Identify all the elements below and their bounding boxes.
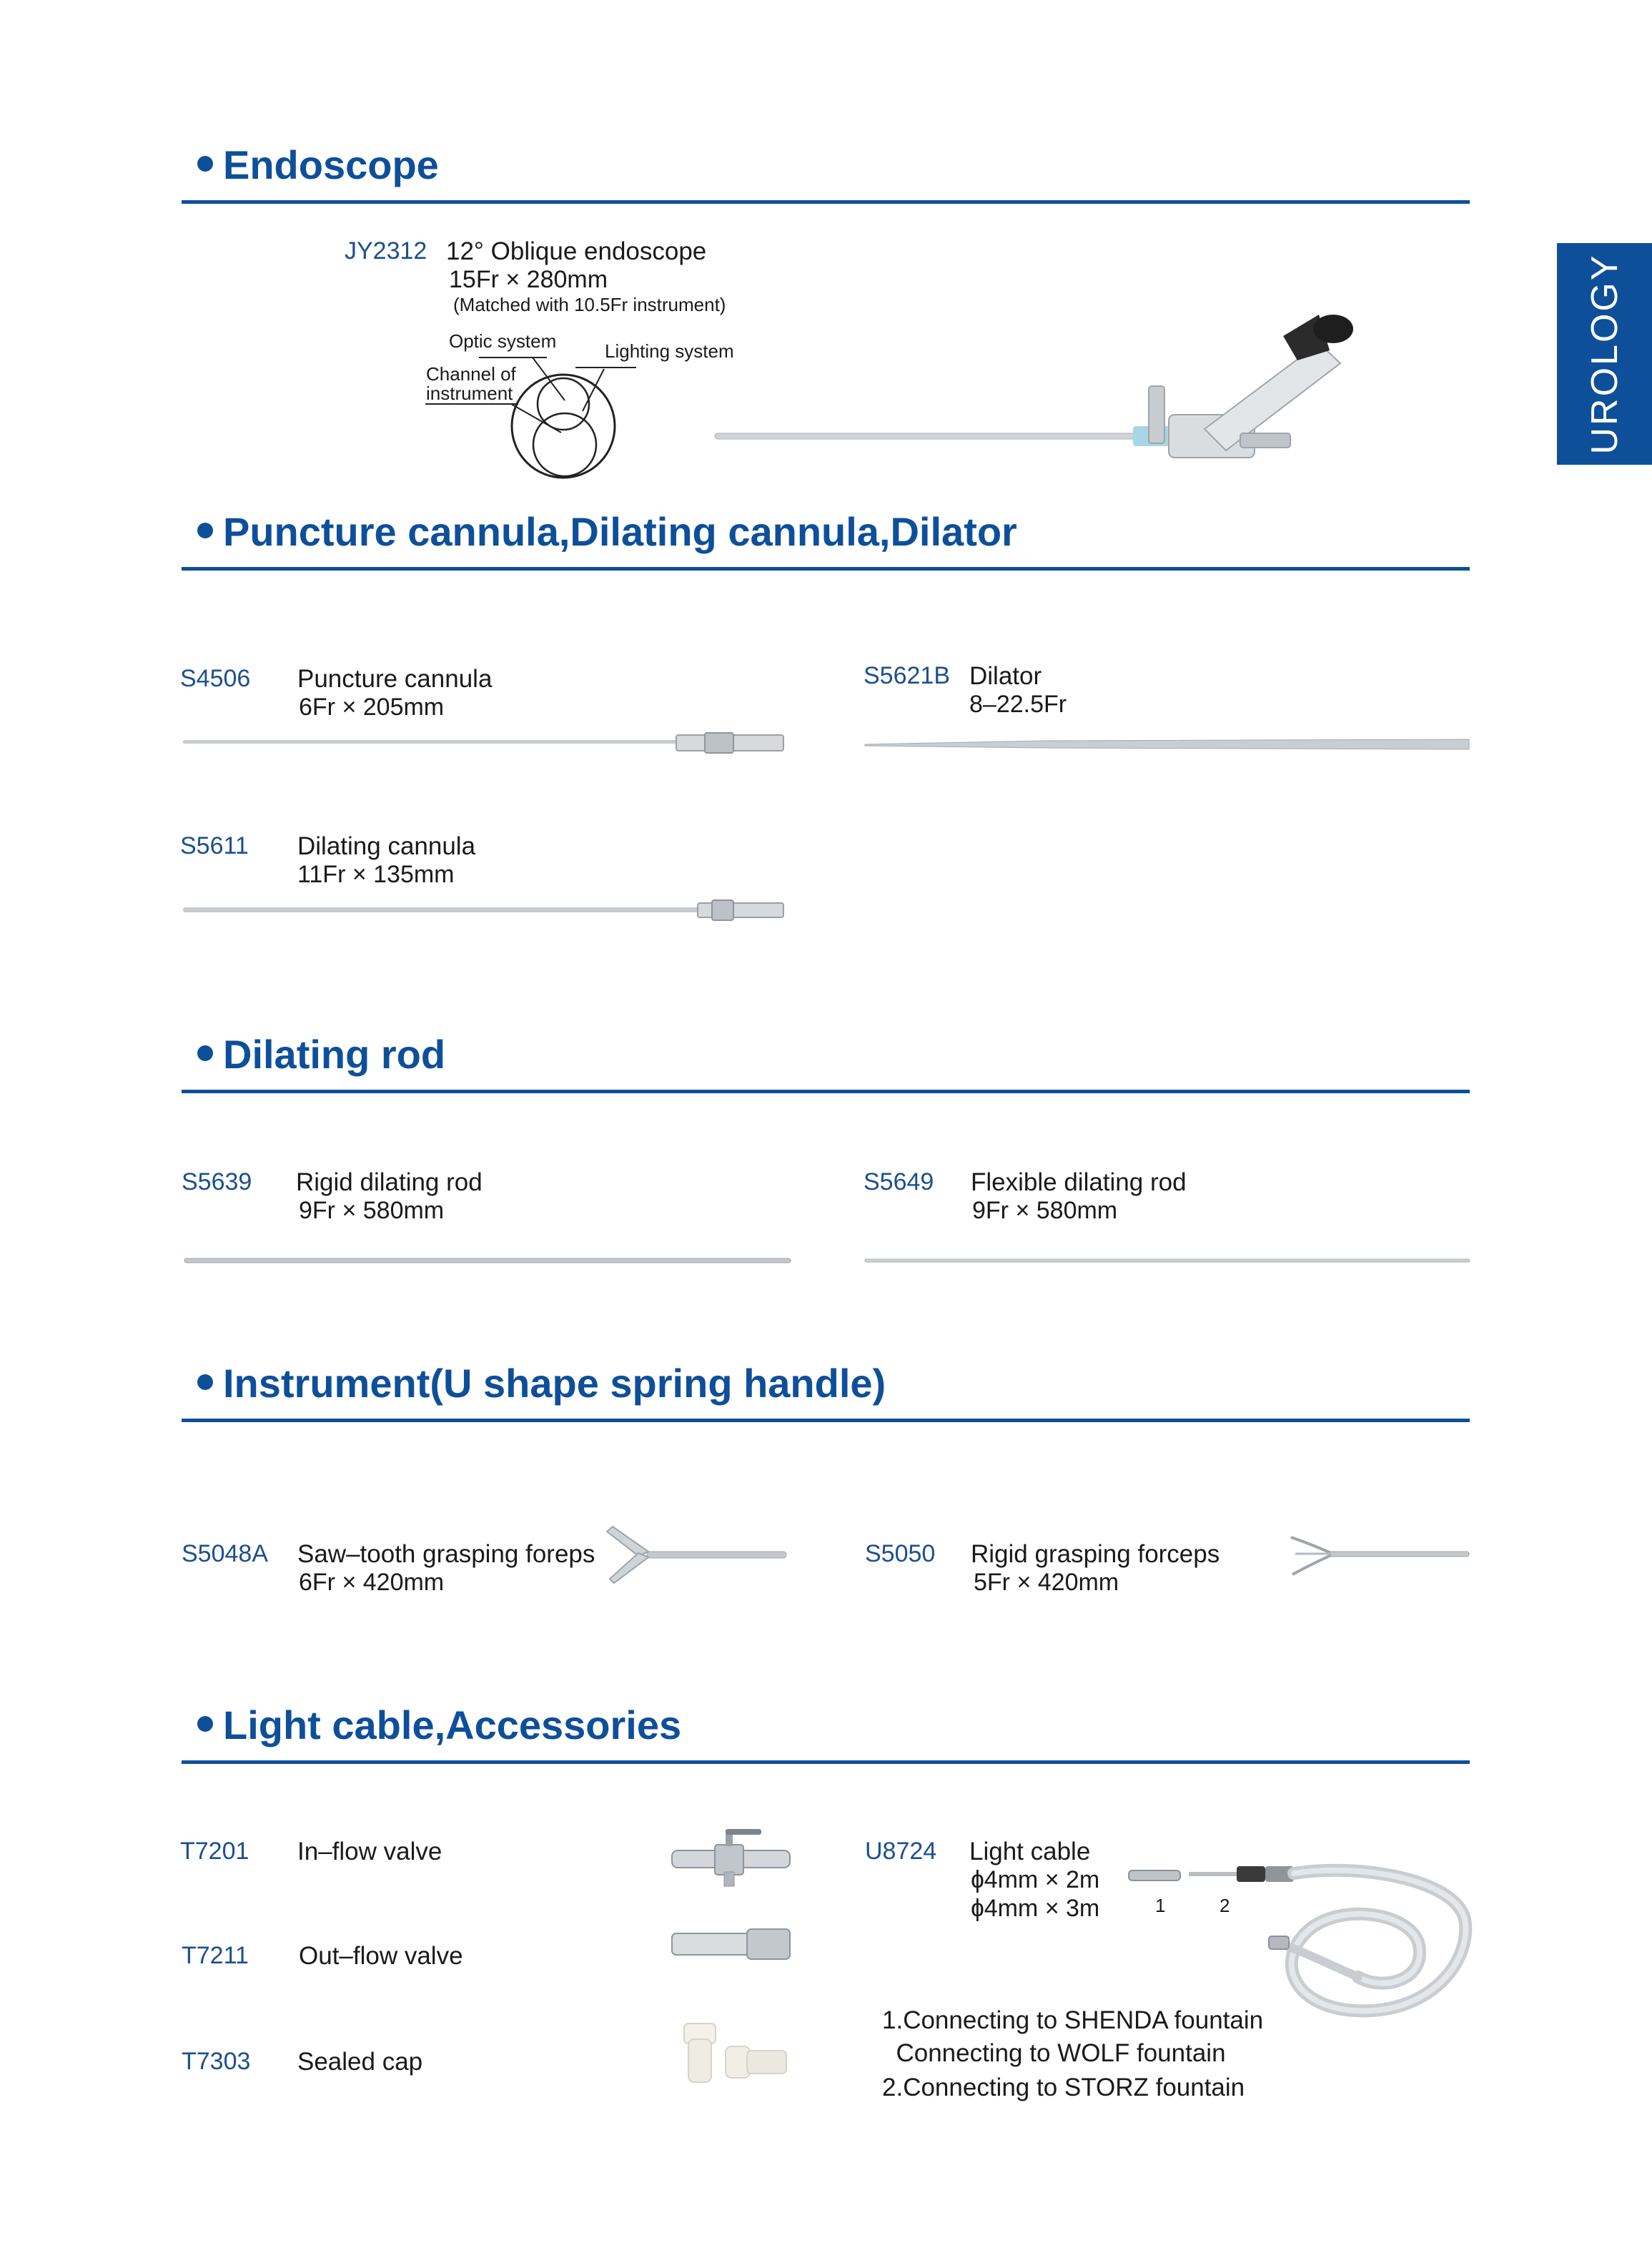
section-title-light-cable: Light cable,Accessories <box>197 1702 681 1748</box>
connection-note: 2.Connecting to STORZ fountain <box>882 2074 1245 2101</box>
section-title-instrument: Instrument(U shape spring handle) <box>197 1360 886 1406</box>
product-code: JY2312 <box>345 237 427 265</box>
section-rule <box>182 200 1470 204</box>
product-code: S5621B <box>864 662 950 689</box>
diagram-label-channel-2: instrument <box>426 383 513 404</box>
product-spec: 11Fr × 135mm <box>297 861 455 888</box>
in-flow-valve-image <box>668 1823 793 1888</box>
diagram-label-lighting: Lighting system <box>605 340 734 362</box>
endoscope-cross-section-diagram <box>422 343 636 486</box>
product-spec: ɸ4mm × 2m <box>971 1866 1100 1893</box>
dilator-image <box>865 736 1473 754</box>
bullet-icon <box>197 1374 213 1390</box>
product-code: T7303 <box>182 2048 251 2075</box>
connection-note: 1.Connecting to SHENDA fountain <box>882 2006 1264 2034</box>
product-code: S5048A <box>182 1540 268 1567</box>
product-code: S5649 <box>864 1168 934 1196</box>
endoscope-image <box>711 307 1326 479</box>
rigid-grasping-forceps-image <box>1287 1530 1473 1587</box>
section-rule <box>182 1760 1470 1764</box>
product-spec: 6Fr × 205mm <box>299 694 445 721</box>
bullet-icon <box>197 1045 213 1061</box>
side-tab-urology <box>1557 243 1652 465</box>
product-name: 12° Oblique endoscope <box>446 237 707 265</box>
connector-label: 1 <box>1155 1895 1166 1916</box>
diagram-label-channel: Channel of <box>426 363 516 385</box>
product-name: Sealed cap <box>297 2048 423 2076</box>
product-spec: 15Fr × 280mm <box>449 266 608 293</box>
product-note: (Matched with 10.5Fr instrument) <box>453 294 726 315</box>
product-name: Rigid grasping forceps <box>971 1540 1220 1568</box>
saw-tooth-grasping-forceps-image <box>604 1523 790 1594</box>
product-name: Out–flow valve <box>299 1942 463 1970</box>
product-code: S5050 <box>865 1540 936 1567</box>
bullet-icon <box>197 1716 213 1732</box>
side-tab-label: UROLOGY <box>1583 253 1626 455</box>
diagram-label-optic: Optic system <box>449 330 557 352</box>
out-flow-valve-image <box>668 1923 793 1966</box>
product-code: S5611 <box>180 832 249 859</box>
product-spec: 9Fr × 580mm <box>299 1197 445 1224</box>
product-spec: ɸ4mm × 3m <box>971 1895 1100 1922</box>
product-name: Puncture cannula <box>297 665 493 693</box>
product-name: Rigid dilating rod <box>296 1168 483 1196</box>
product-code: S5639 <box>182 1168 252 1196</box>
product-code: S4506 <box>180 665 251 692</box>
product-code: T7201 <box>180 1838 249 1865</box>
puncture-cannula-image <box>183 731 791 759</box>
bullet-icon <box>197 156 213 172</box>
product-code: T7211 <box>182 1942 249 1969</box>
product-name: Dilating cannula <box>297 832 476 860</box>
product-code: U8724 <box>865 1838 937 1865</box>
product-spec: 8–22.5Fr <box>969 691 1067 718</box>
product-name: Saw–tooth grasping foreps <box>297 1540 595 1568</box>
section-title-dilating-rod: Dilating rod <box>197 1031 445 1078</box>
product-spec: 6Fr × 420mm <box>299 1569 445 1596</box>
product-spec: 5Fr × 420mm <box>974 1569 1119 1596</box>
section-title-endoscope: Endoscope <box>197 142 439 188</box>
product-name: Light cable <box>969 1838 1091 1865</box>
rigid-dilating-rod-image <box>184 1257 792 1266</box>
connection-note: Connecting to WOLF fountain <box>882 2039 1226 2067</box>
section-rule <box>182 1090 1470 1093</box>
section-rule <box>182 1419 1470 1422</box>
dilating-cannula-image <box>183 898 791 927</box>
section-rule <box>182 567 1470 571</box>
flexible-dilating-rod-image <box>865 1257 1473 1266</box>
product-name: Dilator <box>969 662 1042 690</box>
bullet-icon <box>197 523 213 538</box>
sealed-cap-image <box>676 2018 793 2096</box>
product-spec: 9Fr × 580mm <box>972 1197 1118 1224</box>
connector-label: 2 <box>1220 1895 1230 1916</box>
product-name: In–flow valve <box>297 1838 442 1865</box>
product-name: Flexible dilating rod <box>971 1168 1187 1196</box>
section-title-puncture: Puncture cannula,Dilating cannula,Dilator <box>197 508 1017 555</box>
